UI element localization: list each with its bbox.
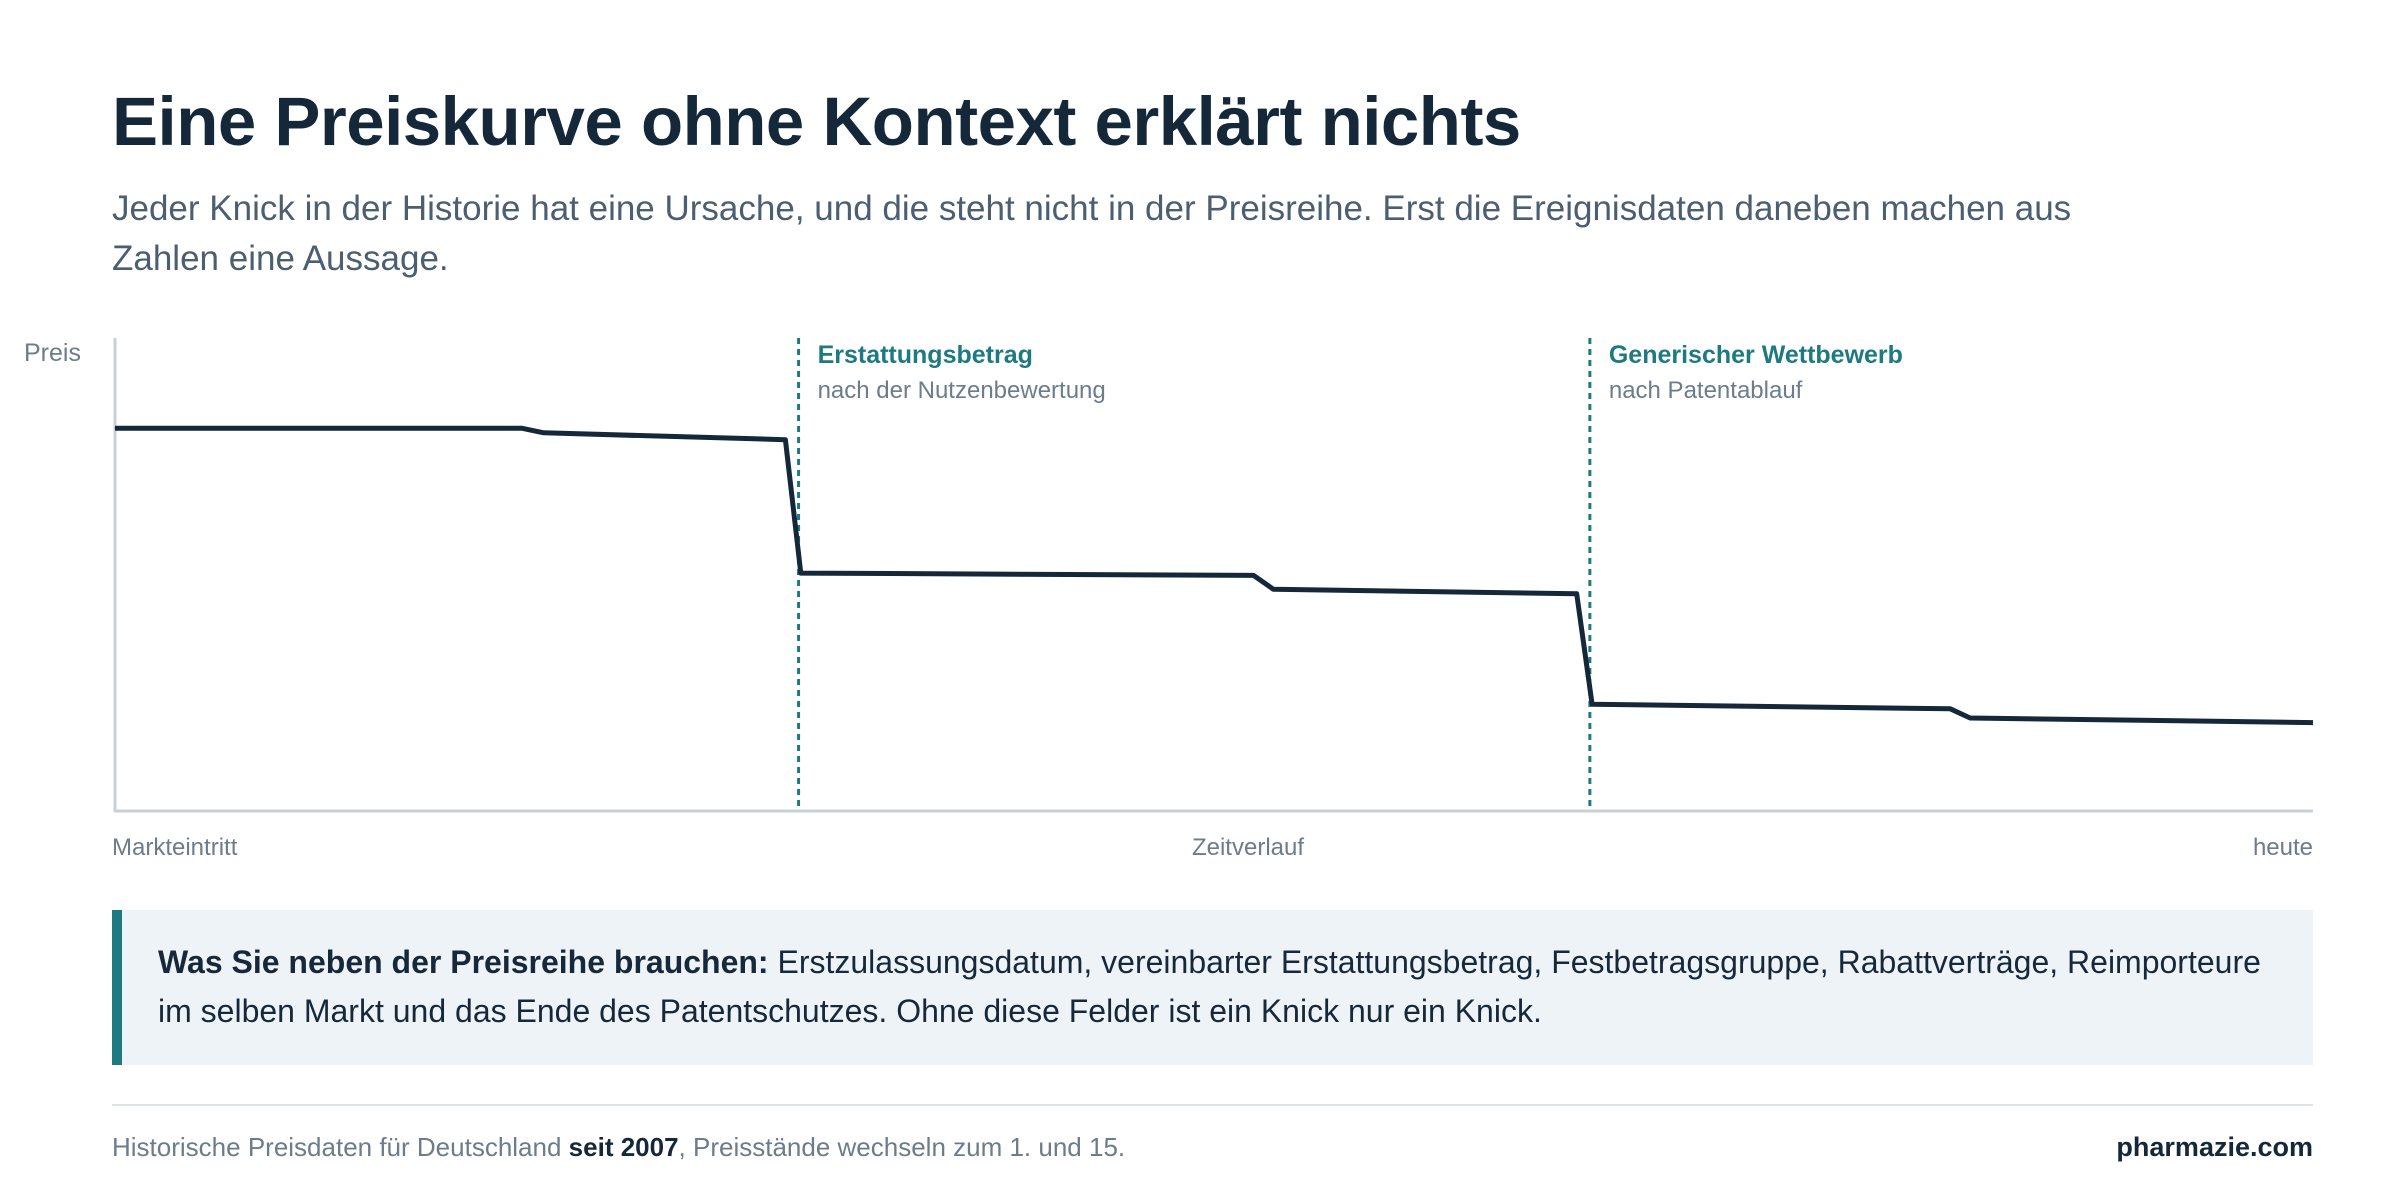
event-sublabel: nach Patentablauf — [1608, 377, 1803, 404]
price-series-line — [115, 428, 2313, 722]
y-axis-label: Preis — [24, 339, 81, 367]
footer-divider — [112, 1104, 2313, 1106]
footer-suffix: , Preisstände wechseln zum 1. und 15. — [678, 1132, 1126, 1162]
event-sublabel: nach der Nutzenbewertung — [817, 377, 1106, 404]
page-subtitle: Jeder Knick in der Historie hat eine Ursache, und die steht nicht in der Preisreihe. Erst die Ereignisdaten daneben machen aus Zahlen eine Aussage. — [112, 189, 2072, 278]
footer-prefix: Historische Preisdaten für Deutschland — [112, 1132, 569, 1162]
page-title: Eine Preiskurve ohne Kontext erklärt nichts — [112, 83, 1521, 160]
x-tick-label-end: heute — [2252, 834, 2313, 861]
info-callout — [112, 910, 2313, 1065]
callout-text: Erstzulassungsdatum, vereinbarter Erstattungsbetrag, Festbetragsgruppe, Rabattverträge, Reimporteure im selben Markt und das Ende des Patentschutzes. Ohne diese Felder ist ein Knick nur ein Knick. — [158, 944, 2261, 1029]
footer-note — [112, 1132, 1125, 1163]
footer-strong: seit 2007 — [568, 1132, 679, 1162]
event-label: Generischer Wettbewerb — [1608, 341, 1903, 369]
x-tick-label-start: Markteintritt — [112, 834, 238, 861]
callout-lead: Was Sie neben der Preisreihe brauchen: — [158, 944, 769, 980]
price-history-chart — [0, 320, 2400, 880]
event-label: Erstattungsbetrag — [817, 341, 1033, 369]
x-axis-label: Zeitverlauf — [1191, 834, 1305, 861]
brand-name: pharmazie.com — [2116, 1132, 2313, 1162]
